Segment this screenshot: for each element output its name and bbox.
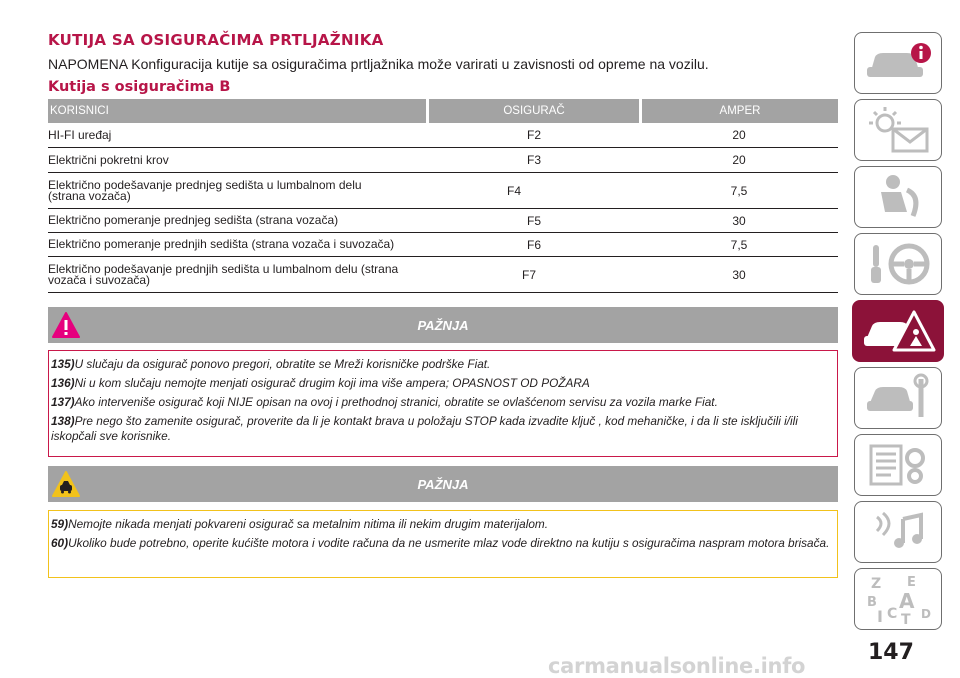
caution-header — [48, 466, 838, 502]
cell-amp: 7,5 — [730, 237, 748, 252]
cell-fuse: F3 — [526, 153, 541, 167]
tab-car-info[interactable] — [854, 32, 942, 94]
section-subtitle: Kutija s osiguračima B — [48, 79, 231, 95]
warning-text: Pre nego što zamenite osigurač, proverite da li je kontakt brava u položaju STOP kada izvadite ključ , kod mehaničke, i da li ste isključili i/ili iskopčali sve korisnike. — [51, 414, 798, 443]
cell-user: Električno pomeranje prednjih sedišta (strana vozača i suvozača) — [48, 237, 395, 251]
header-amp: AMPER — [642, 99, 838, 123]
warning-item — [51, 414, 835, 444]
tab-driving[interactable] — [854, 233, 942, 295]
table-row — [48, 209, 838, 233]
warning-number: 136) — [51, 376, 75, 390]
warning-number: 137) — [51, 395, 75, 409]
emergency-car-icon — [860, 306, 936, 356]
caution-box — [48, 510, 838, 578]
index-letter: C — [887, 606, 898, 622]
index-letter: B — [867, 595, 877, 610]
cell-amp: 20 — [732, 153, 746, 167]
cell-user: Električni pokretni krov — [48, 152, 169, 167]
tab-specifications[interactable] — [854, 434, 942, 496]
cell-fuse: F5 — [526, 213, 541, 228]
warning-number: 135) — [51, 357, 75, 371]
caution-title: PAŽNJA — [417, 476, 469, 492]
cell-user: Električno pomeranje prednjeg sedišta (strana vozača) — [48, 213, 339, 227]
tab-safety[interactable] — [854, 166, 942, 228]
header-users: KORISNICI — [48, 99, 426, 123]
page-title: KUTIJA SA OSIGURAČIMA PRTLJAŽNIKA — [48, 31, 384, 49]
caution-item — [51, 536, 835, 551]
index-letter: E — [907, 575, 916, 590]
page-number: 147 — [868, 640, 914, 665]
fuse-table — [48, 99, 838, 293]
caution-item — [51, 517, 835, 532]
cell-amp: 20 — [732, 128, 746, 142]
warning-item — [51, 357, 835, 372]
header-fuse: OSIGURAČ — [429, 99, 639, 123]
warning-triangle-icon — [52, 311, 80, 342]
table-row — [48, 173, 838, 209]
cell-fuse: F4 — [506, 183, 521, 198]
tab-index[interactable] — [854, 568, 942, 630]
index-letter: I — [877, 607, 883, 626]
steering-wheel-icon — [863, 239, 933, 289]
index-letter: A — [899, 589, 915, 613]
cell-user: HI-FI uređaj — [48, 127, 112, 142]
multimedia-icon — [863, 507, 933, 557]
specifications-icon — [863, 440, 933, 490]
warning-text: U slučaju da osigurač ponovo pregori, obratite se Mreži korisničke podrške Fiat. — [74, 357, 491, 371]
tab-warning-lights[interactable] — [854, 99, 942, 161]
watermark: carmanualsonline.info — [548, 654, 806, 678]
index-letter: Z — [871, 576, 882, 592]
table-header — [48, 99, 838, 123]
index-letter: D — [921, 607, 931, 621]
caution-text: Nemojte nikada menjati pokvareni osigurač sa metalnim nitima ili nekim drugim materijalom. — [68, 517, 548, 531]
tab-multimedia[interactable] — [854, 501, 942, 563]
warning-item — [51, 395, 835, 410]
table-row — [48, 148, 838, 173]
cell-user: Električno podešavanje prednjeg sedišta u lumbalnom delu (strana vozača) — [48, 177, 362, 203]
warning-lights-icon — [863, 105, 933, 155]
cell-amp: 30 — [732, 213, 746, 228]
warning-header — [48, 307, 838, 343]
cell-fuse: F7 — [521, 267, 536, 282]
caution-text: Ukoliko bude potrebno, operite kućište motora i vodite računa da ne usmerite mlaz vode direktno na kutiju s osiguračima naspram motora brisača. — [68, 536, 830, 550]
car-info-icon — [863, 41, 933, 85]
cell-fuse: F6 — [526, 237, 541, 252]
index-alphabet-icon — [863, 572, 933, 626]
warning-number: 138) — [51, 414, 75, 428]
cell-fuse: F2 — [526, 128, 541, 142]
cell-user: Električno podešavanje prednjih sedišta u lumbalnom delu (strana vozača i suvozača) — [48, 261, 399, 287]
tab-maintenance[interactable] — [854, 367, 942, 429]
table-row — [48, 233, 838, 257]
table-row — [48, 123, 838, 148]
car-maintenance-icon — [863, 373, 933, 423]
index-letter: T — [901, 612, 911, 626]
warning-text: Ni u kom slučaju nemojte menjati osigurač drugim koji ima više ampera; OPASNOST OD POŽARA — [74, 376, 590, 390]
caution-number: 59) — [51, 517, 69, 531]
warning-item — [51, 376, 835, 391]
cell-amp: 7,5 — [730, 183, 748, 198]
warning-text: Ako interveniše osigurač koji NIJE opisan na ovoj i prethodnoj stranici, obratite se ovlašćenom servisu za vozila marke Fiat. — [74, 395, 718, 409]
seat-airbag-icon — [863, 172, 933, 222]
warning-box — [48, 350, 838, 457]
caution-number: 60) — [51, 536, 69, 550]
warning-title: PAŽNJA — [417, 317, 469, 333]
tab-emergency[interactable] — [852, 300, 944, 362]
cell-amp: 30 — [732, 267, 746, 282]
config-note: NAPOMENA Konfiguracija kutije sa osiguračima prtljažnika može varirati u zavisnosti od opreme na vozilu. — [48, 56, 709, 72]
table-row — [48, 257, 838, 293]
environment-car-icon — [52, 470, 80, 501]
